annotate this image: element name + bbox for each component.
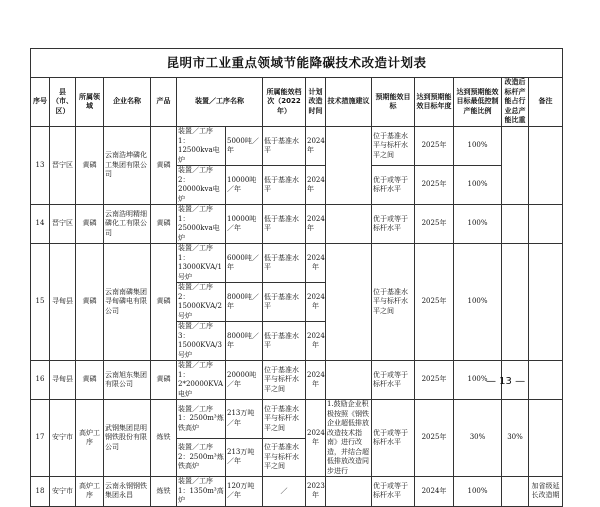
cell-device: 装置／工序1：12500kva电炉 [177,127,226,166]
cell-target-year: 2025年 [415,166,454,205]
cell-target-year: 2025年 [415,244,454,361]
cell-ratio: 30% [454,400,502,477]
header-target: 预期能效目标 [372,78,415,127]
cell-plan-year: 2024年 [306,205,326,244]
cell-share [502,127,529,205]
table-row [31,361,563,400]
cell-field: 黄磷 [76,244,104,361]
header-row [31,78,563,127]
cell-ratio: 100% [454,166,502,205]
header-company: 企业名称 [104,78,151,127]
cell-level: 低于基准水平 [263,127,306,166]
header-seq: 序号 [31,78,50,127]
cell-capacity: 213万吨／年 [226,438,263,477]
cell-measures [326,477,372,507]
cell-target-year: 2025年 [415,127,454,166]
cell-product: 黄磷 [151,127,177,205]
cell-remark [529,127,563,205]
cell-measures [326,205,372,244]
cell-company: 云南永钢钢铁集团永昌 [104,477,151,507]
cell-seq: 14 [31,205,50,244]
cell-county: 晋宁区 [50,205,76,244]
cell-ratio: 100% [454,477,502,507]
cell-device: 装置／工序2：15000KVA/2号炉 [177,283,226,322]
cell-capacity: 8000吨／年 [226,283,263,322]
table-row [31,244,563,283]
table-row [31,477,563,507]
cell-county: 寻甸县 [50,361,76,400]
cell-target: 优于或等于标杆水平 [372,361,415,400]
cell-target: 位于基准水平与标杆水平之间 [372,127,415,166]
cell-ratio: 100% [454,127,502,166]
cell-measures [326,361,372,400]
header-county: 县（市、区） [50,78,76,127]
cell-company: 云南南磷集团寻甸磷电有限公司 [104,244,151,361]
cell-level: 位于基准水平与标杆水平之间 [263,400,306,439]
cell-ratio: 100% [454,361,502,400]
cell-measures: 1.鼓励企业积极按照《钢铁企业超低排放改造技术指南》进行改造，并结合超低排放改造同步进行 [326,400,372,477]
cell-level: 低于基准水平 [263,205,306,244]
cell-plan-year: 2024年 [306,400,326,477]
cell-product: 炼铁 [151,400,177,477]
cell-field: 高炉工序 [76,477,104,507]
cell-remark [529,244,563,361]
cell-capacity: 20000吨／年 [226,361,263,400]
cell-share [502,205,529,244]
cell-seq: 13 [31,127,50,205]
cell-capacity: 120万吨／年 [226,477,263,507]
cell-target-year: 2025年 [415,205,454,244]
cell-capacity: 213万吨／年 [226,400,263,439]
cell-capacity: 6000吨／年 [226,244,263,283]
cell-share: 30% [502,400,529,477]
cell-seq: 18 [31,477,50,507]
cell-remark [529,361,563,400]
cell-target: 位于基准水平与标杆水平之间 [372,244,415,361]
cell-share [502,244,529,361]
cell-level: 位于基准水平与标杆水平之间 [263,361,306,400]
cell-plan-year: 2024年 [306,361,326,400]
cell-plan-year: 2023年 [306,477,326,507]
header-share: 改造后标杆产能占行业总产能比重 [502,78,529,127]
cell-plan-year: 2024年 [306,283,326,322]
header-ratio: 达到预期能效目标最低控制产能比例 [454,78,502,127]
cell-device: 装置／工序2：2500m³炼铁高炉 [177,438,226,477]
header-product: 产品 [151,78,177,127]
cell-county: 安宁市 [50,400,76,477]
cell-device: 装置／工序1：13000KVA/1号炉 [177,244,226,283]
header-remark: 备注 [529,78,563,127]
header-field: 所属领域 [76,78,104,127]
cell-company: 武钢集团昆明钢铁股份有限公司 [104,400,151,477]
cell-ratio: 100% [454,244,502,361]
header-plan-year: 计划改造时间 [306,78,326,127]
cell-seq: 16 [31,361,50,400]
cell-device: 装置／工序1：2500m³炼铁高炉 [177,400,226,439]
cell-level: 低于基准水平 [263,244,306,283]
cell-company: 云南旭东集团有限公司 [104,361,151,400]
cell-share [502,477,529,507]
cell-product: 炼铁 [151,477,177,507]
page-number: — 13 — [486,376,526,387]
cell-county: 晋宁区 [50,127,76,205]
cell-county: 安宁市 [50,477,76,507]
cell-level: 低于基准水平 [263,166,306,205]
cell-capacity: 10000吨／年 [226,166,263,205]
cell-product: 黄磷 [151,361,177,400]
cell-target-year: 2024年 [415,477,454,507]
cell-ratio: 100% [454,205,502,244]
cell-measures [326,244,372,361]
table-row [31,127,563,166]
cell-level: 位于基准水平与标杆水平之间 [263,438,306,477]
header-target-year: 达到预期能效目标年度 [415,78,454,127]
cell-product: 黄磷 [151,205,177,244]
cell-plan-year: 2024年 [306,322,326,361]
cell-remark: 加省级延长改造期 [529,477,563,507]
table-row [31,400,563,439]
cell-target: 优于或等于标杆水平 [372,400,415,477]
plan-table [30,48,563,507]
cell-field: 黄磷 [76,205,104,244]
cell-seq: 15 [31,244,50,361]
cell-target: 优于或等于标杆水平 [372,166,415,205]
cell-target-year: 2025年 [415,361,454,400]
cell-seq: 17 [31,400,50,477]
cell-company: 云南浩坤磷化工集团有限公司 [104,127,151,205]
cell-field: 黄磷 [76,127,104,205]
cell-level: 低于基准水平 [263,283,306,322]
cell-device: 装置／工序1：1350m³高炉 [178,477,224,504]
cell-remark [529,400,563,477]
cell-target-year: 2025年 [415,400,454,477]
cell-level: ／ [263,477,306,507]
cell-remark [529,205,563,244]
cell-field: 高炉工序 [76,400,104,477]
header-device: 装置／工序名称 [177,78,263,127]
cell-device: 装置／工序2：20000kva电炉 [177,166,226,205]
table-row [31,205,563,244]
table-title: 昆明市工业重点领域节能降碳技术改造计划表 [31,49,563,78]
cell-measures [326,127,372,205]
cell-target: 优于或等于标杆水平 [372,205,415,244]
cell-plan-year: 2024年 [306,166,326,205]
cell-plan-year: 2024年 [306,244,326,283]
cell-company: 云南浩明精细磷化工有限公司 [104,205,151,244]
header-measures: 技术措施建议 [326,78,372,127]
cell-device: 装置／工序1：2*20000KVA电炉 [177,361,226,400]
cell-plan-year: 2024年 [306,127,326,166]
cell-device: 装置／工序1：25000kva电炉 [177,205,226,244]
header-level: 所属能效档次（2022年） [263,78,306,127]
cell-capacity: 5000吨／年 [226,127,263,166]
cell-field: 黄磷 [76,361,104,400]
cell-product: 黄磷 [151,244,177,361]
cell-capacity: 10000吨／年 [226,205,263,244]
cell-county: 寻甸县 [50,244,76,361]
cell-target: 优于或等于标杆水平 [372,477,415,507]
cell-device: 装置／工序3：15000KVA/3号炉 [177,322,226,361]
cell-level: 低于基准水平 [263,322,306,361]
cell-capacity: 8000吨／年 [226,322,263,361]
